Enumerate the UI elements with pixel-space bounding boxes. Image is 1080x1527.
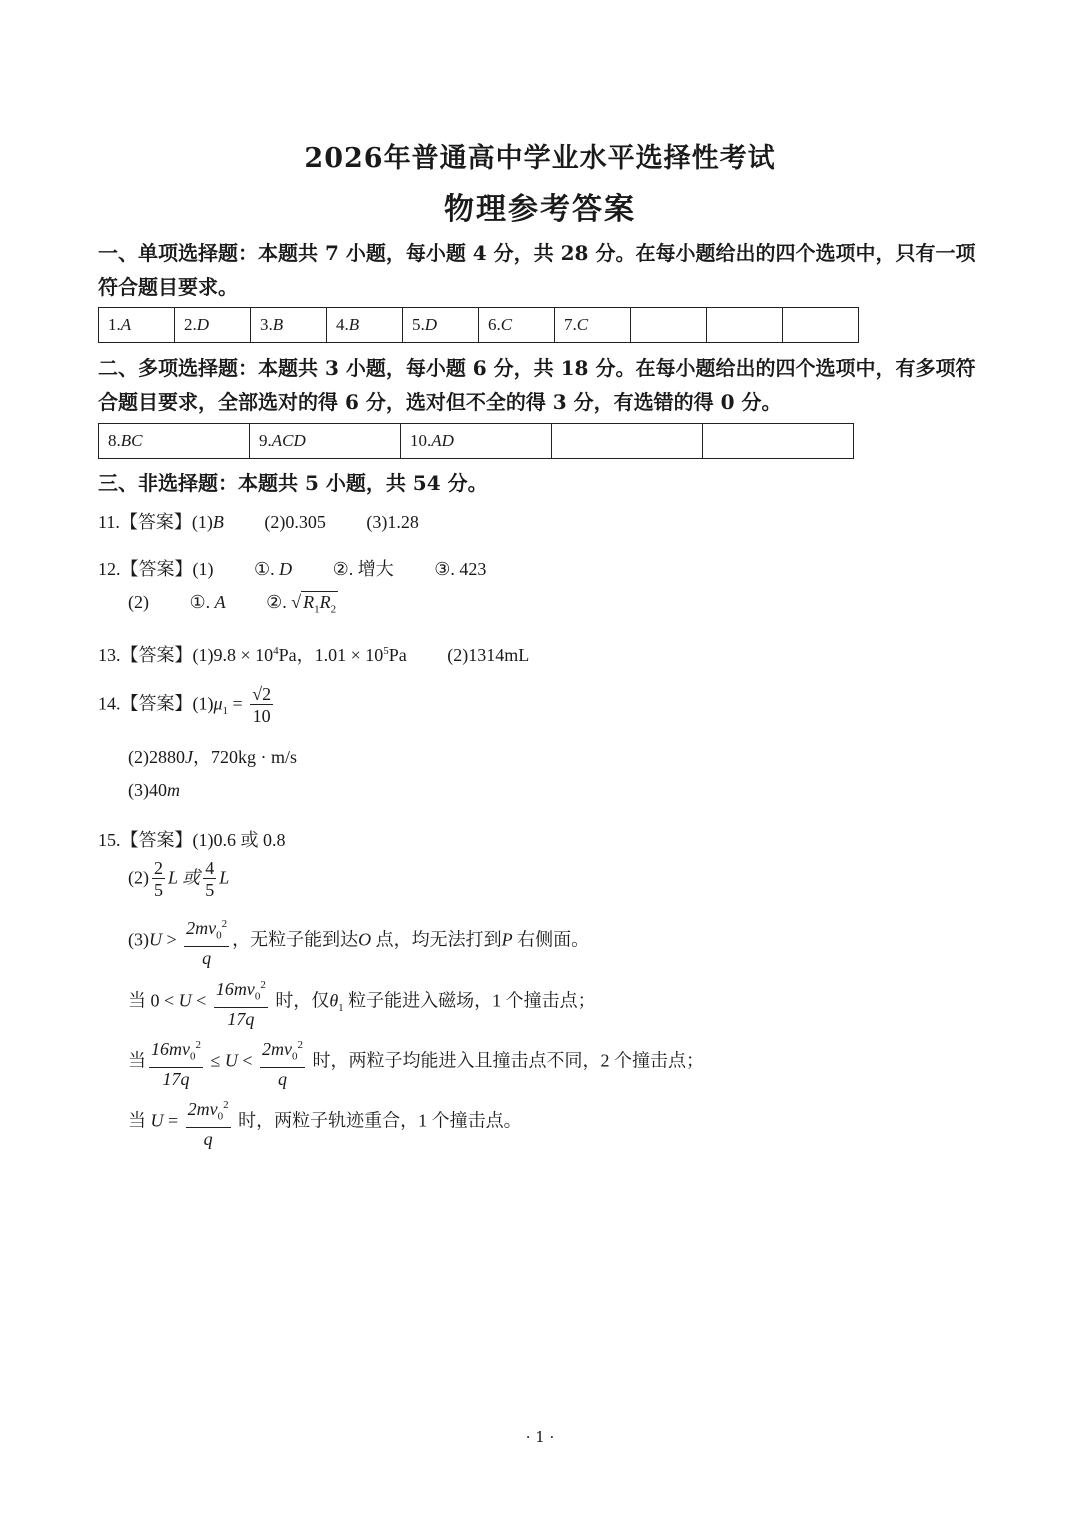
answer-15-part2: (2) $\frac{2}{5}$ L 或 $\frac{4}{5}$ L (128, 858, 230, 900)
exam-subtitle: 物理参考答案 (444, 192, 636, 227)
q13-label: 13.【答案】 (98, 645, 193, 665)
q11-label: 11.【答案】 (98, 512, 192, 532)
section2-answer-table (98, 423, 854, 459)
answer-15-part3: (3)U > $\frac{2mv_0^2}{q}$ ，无粒子能到达O 点，均无法打到P 右侧面。 (128, 914, 589, 969)
section1-answer-cell: 6.C (479, 308, 555, 343)
answer-13: 13.【答案】$(1)9.8 \times 10^4Pa$，$1.01 \times 10^5Pa$ (2)1314mL (98, 645, 530, 665)
answer-11: 11.【答案】(1)B (2)0.305 (3)1.28 (98, 512, 419, 532)
q14-label: 14.【答案】 (98, 693, 193, 714)
answer-14-part3: (3)40m (128, 780, 180, 800)
section1-answer-cell (631, 308, 707, 343)
section3-heading: 三、非选择题：本题共 5 小题，共 54 分。 (98, 471, 488, 495)
section1-answer-cell: 3.B (251, 308, 327, 343)
answer-15-part1: 15.【答案】(1)0.6 或 0.8 (98, 830, 286, 850)
answer-12-part1: 12.【答案】(1) ①. D ②. 增大 ③. 423 (98, 559, 487, 579)
answer-15-case3: 当 U = $\frac{2mv_0^2}{q}$ 时，两粒子轨迹重合，1 个撞击点。 (128, 1095, 522, 1150)
answer-14-part2: (2)2880J，720kg · m/s (128, 747, 298, 767)
page-number: · 1 · (525, 1428, 555, 1446)
section2-answer-cell: 9.ACD (250, 424, 401, 459)
section2-answer-cell: 8.BC (99, 424, 250, 459)
section1-answer-cell: 7.C (555, 308, 631, 343)
answer-14-part1: 14.【答案】$(1)\mu_1$ = $\frac{√2}{10}$ (98, 684, 272, 726)
section1-answer-cell (707, 308, 783, 343)
answer-15-case2: 当 $\frac{16mv_0^2}{17q}$ ≤ U < $\frac{2mv_0^2}{q}$ 时，两粒子均能进入且撞击点不同，2 个撞击点； (128, 1035, 704, 1090)
section1-answer-cell: 2.D (175, 308, 251, 343)
section2-answer-cell (703, 424, 854, 459)
section1-heading: 一、单项选择题：本题共 7 小题，每小题 4 分，共 28 分。在每小题给出的四个选项中，只有一项符合题目要求。 (98, 241, 976, 299)
answer-15-case1: 当 0 < U < $\frac{16mv_0^2}{17q}$ 时，仅$\theta_1$ 粒子能进入磁场，1 个撞击点； (128, 975, 596, 1030)
section1-answer-cell: 5.D (403, 308, 479, 343)
section2-answer-cell (552, 424, 703, 459)
section1-answer-table (98, 307, 859, 343)
sqrt-r1r2: √ $R_1R_2$ (291, 592, 337, 616)
section2-answer-cell: 10.AD (401, 424, 552, 459)
exam-title: 2026年普通高中学业水平选择性考试 (304, 143, 776, 174)
q15-label: 15.【答案】 (98, 830, 193, 850)
answer-12-part2: (2) ①. A ②. √ $R_1R_2$ (128, 592, 337, 616)
fraction-sqrt2-over-10: $\frac{√2}{10}$ (252, 684, 272, 726)
section2-heading: 二、多项选择题：本题共 3 小题，每小题 6 分，共 18 分。在每小题给出的四个选项中，有多项符合题目要求，全部选对的得 6 分，选对但不全的得 3 分，有选错的得 0 分。 (98, 356, 976, 414)
section1-answer-cell (783, 308, 859, 343)
section1-answer-cell: 4.B (327, 308, 403, 343)
q12-label: 12.【答案】 (98, 559, 193, 579)
section1-answer-cell: 1.A (99, 308, 175, 343)
